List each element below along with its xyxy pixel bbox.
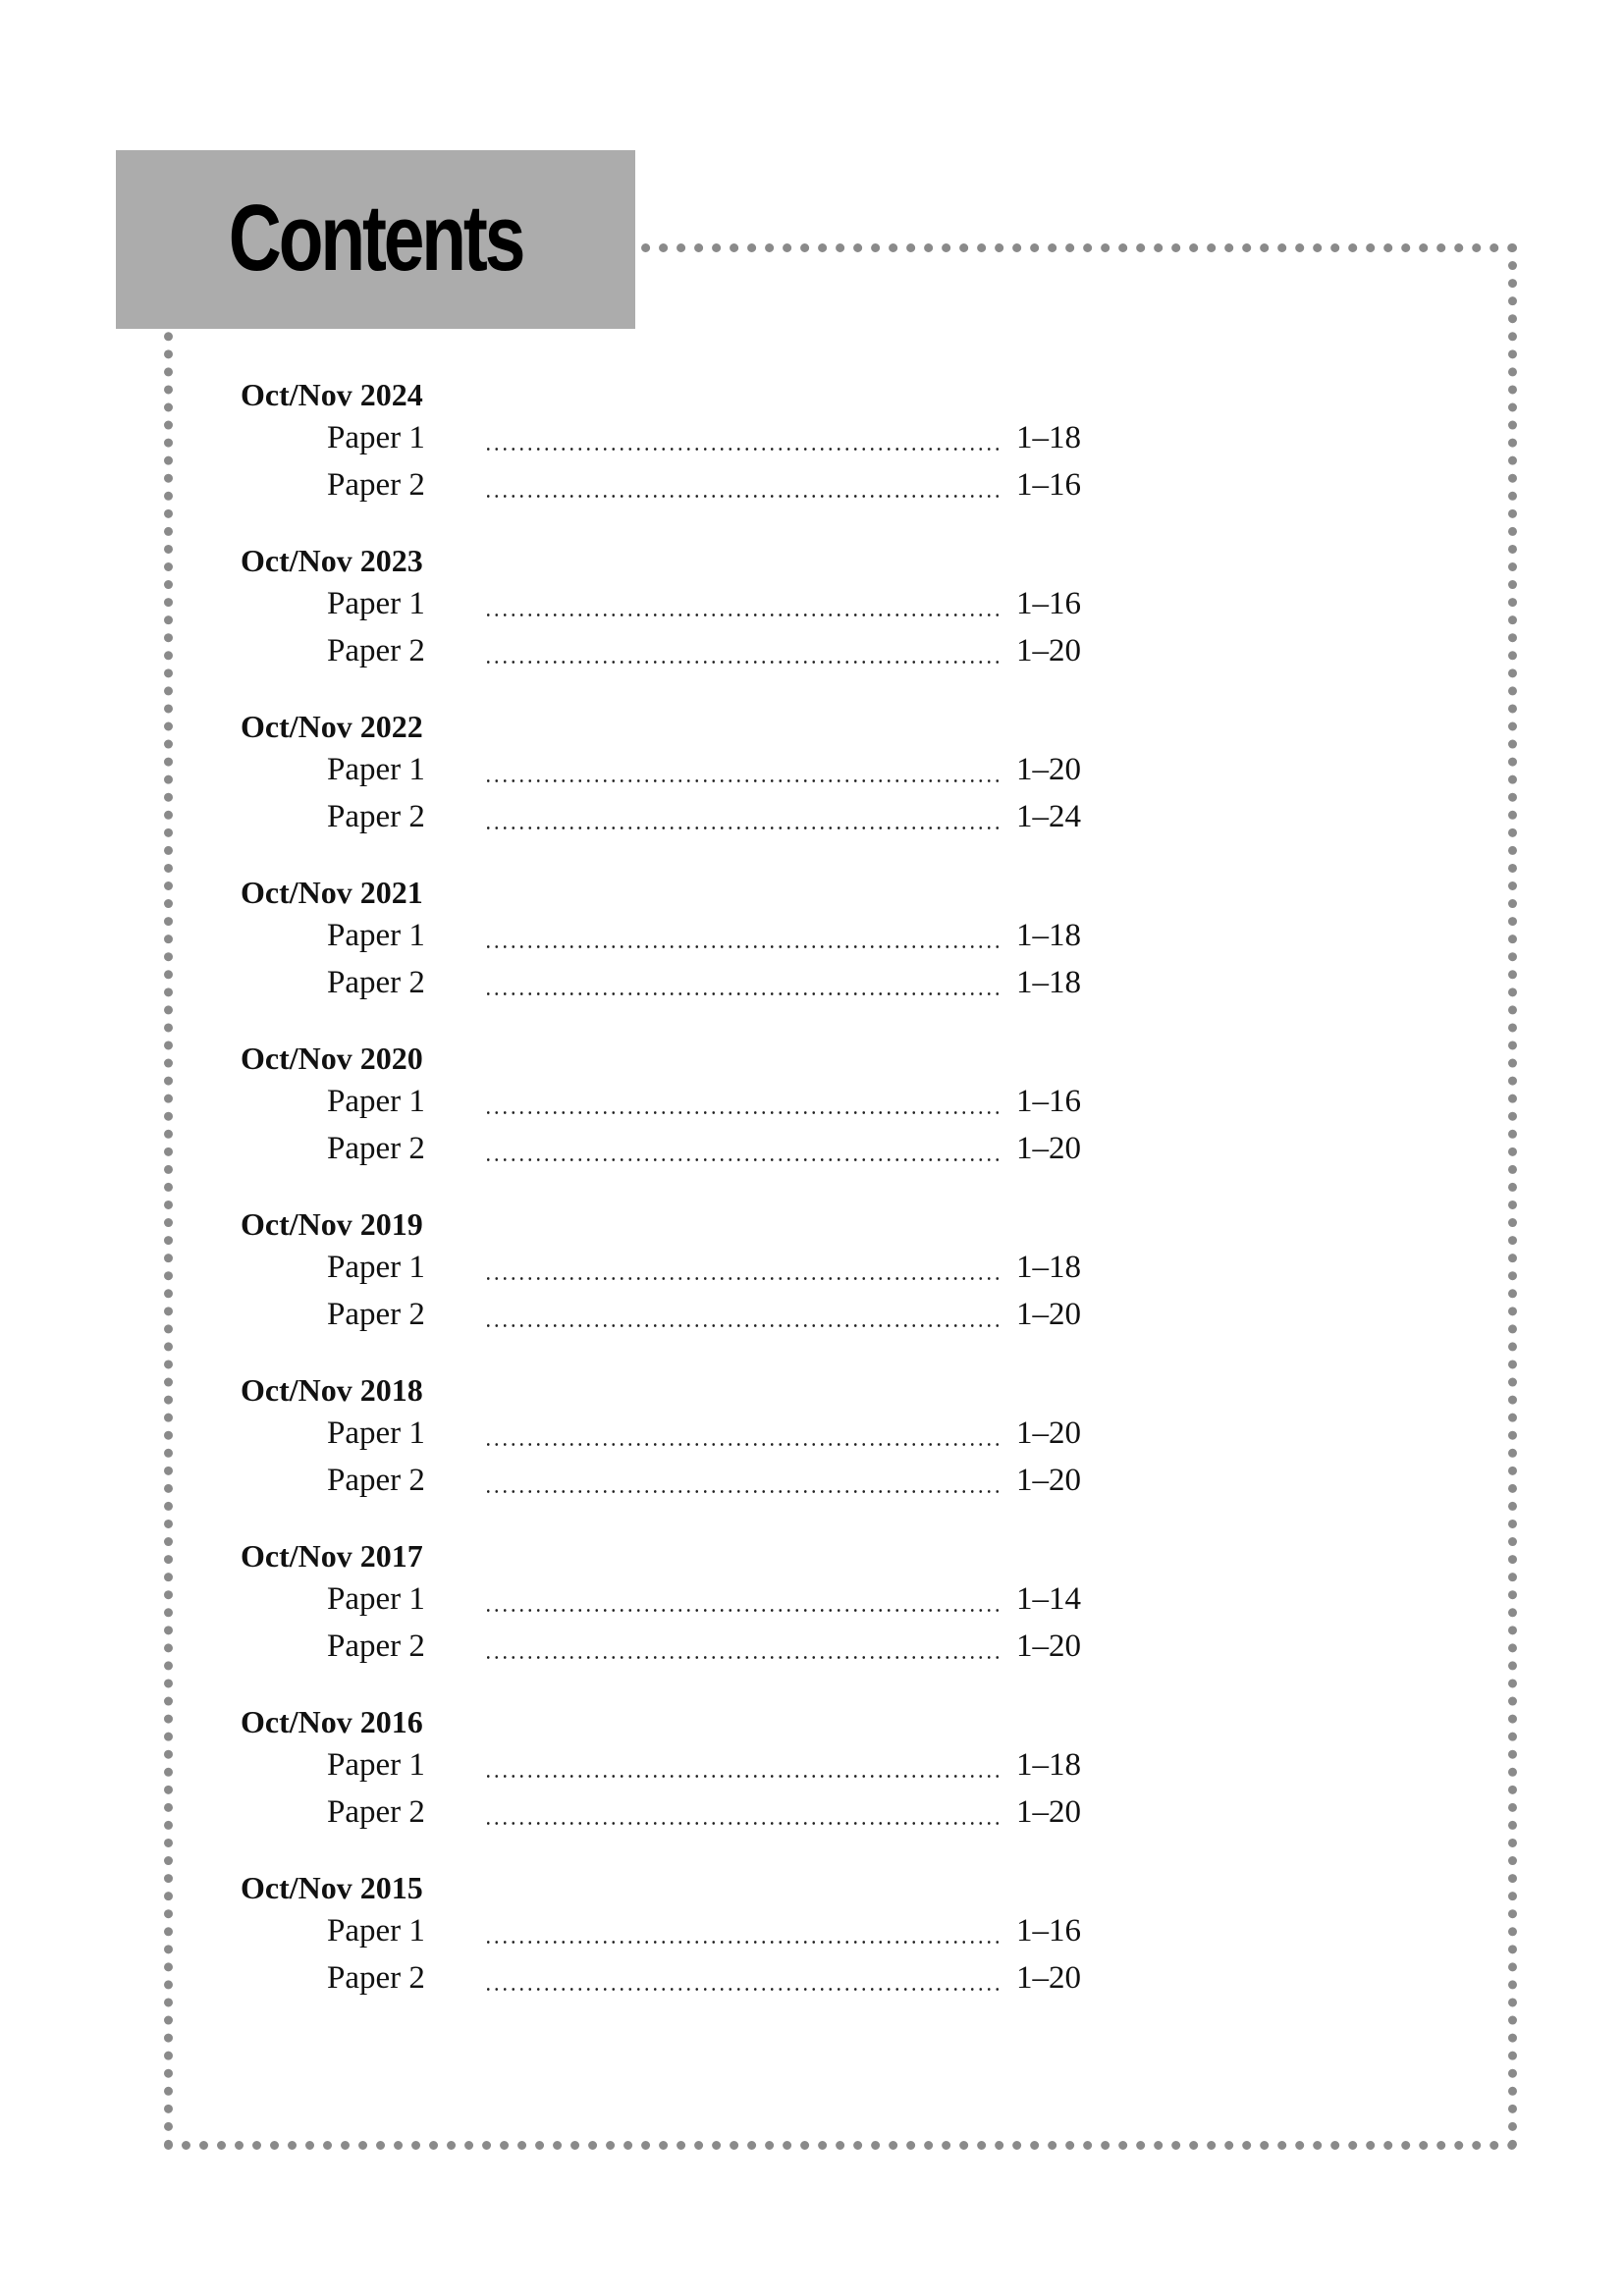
dot-leader [484,1324,1001,1327]
toc-section [241,1204,1360,1370]
toc-entry[interactable] [241,1789,1360,1836]
dot-leader [484,1277,1001,1280]
entry-label: Paper 2 [327,799,425,834]
entry-label: Paper 1 [327,420,425,455]
dot-leader [484,448,1001,451]
entry-label: Paper 2 [327,1131,425,1166]
toc-entry[interactable] [241,1954,1360,2002]
dot-leader [484,1988,1001,1991]
toc-entry[interactable] [241,580,1360,627]
dot-leader [484,827,1001,829]
section-year: Oct/Nov 2024 [241,377,423,412]
entry-pages: 1–18 [1016,918,1081,953]
entry-pages: 1–18 [1016,965,1081,1000]
entry-label: Paper 1 [327,1913,425,1949]
toc-section [241,1536,1360,1702]
entry-label: Paper 1 [327,1415,425,1451]
toc-section [241,541,1360,707]
entry-label: Paper 1 [327,1581,425,1617]
toc-entry[interactable] [241,746,1360,793]
toc-entry[interactable] [241,1457,1360,1504]
entry-label: Paper 2 [327,467,425,503]
entry-label: Paper 2 [327,1297,425,1332]
toc-entry[interactable] [241,1575,1360,1623]
entry-label: Paper 2 [327,1960,425,1996]
toc-entry[interactable] [241,1125,1360,1172]
entry-pages: 1–24 [1016,799,1081,834]
dot-leader [484,1775,1001,1778]
title-banner [116,150,635,329]
entry-label: Paper 2 [327,965,425,1000]
dot-leader [484,1443,1001,1446]
dot-leader [484,1941,1001,1944]
entry-pages: 1–16 [1016,586,1081,621]
dot-leader [484,1111,1001,1114]
toc-section [241,1702,1360,1868]
dot-leader [484,1609,1001,1612]
section-year: Oct/Nov 2022 [241,709,423,744]
section-year: Oct/Nov 2021 [241,875,423,910]
entry-pages: 1–20 [1016,752,1081,787]
entry-pages: 1–20 [1016,1463,1081,1498]
entry-pages: 1–20 [1016,1794,1081,1830]
dot-leader [484,779,1001,782]
toc-entry[interactable] [241,793,1360,840]
entry-pages: 1–20 [1016,1629,1081,1664]
toc-entry[interactable] [241,1291,1360,1338]
dot-leader [484,661,1001,664]
toc-section [241,1370,1360,1536]
entry-pages: 1–16 [1016,1084,1081,1119]
section-year: Oct/Nov 2015 [241,1870,423,1905]
entry-pages: 1–20 [1016,1415,1081,1451]
toc-section [241,873,1360,1039]
section-year: Oct/Nov 2019 [241,1206,423,1242]
section-year: Oct/Nov 2018 [241,1372,423,1408]
entry-pages: 1–18 [1016,420,1081,455]
entry-label: Paper 1 [327,1250,425,1285]
toc-entry[interactable] [241,627,1360,674]
toc-entry[interactable] [241,414,1360,461]
section-year: Oct/Nov 2017 [241,1538,423,1574]
entry-label: Paper 2 [327,1794,425,1830]
toc-entry[interactable] [241,461,1360,508]
toc-entry[interactable] [241,1244,1360,1291]
toc-section [241,707,1360,873]
toc-section [241,1039,1360,1204]
entry-label: Paper 1 [327,1084,425,1119]
section-year: Oct/Nov 2020 [241,1041,423,1076]
entry-pages: 1–20 [1016,1960,1081,1996]
entry-label: Paper 1 [327,1747,425,1783]
entry-label: Paper 2 [327,1629,425,1664]
dot-leader [484,1822,1001,1825]
entry-label: Paper 2 [327,633,425,668]
entry-label: Paper 1 [327,918,425,953]
table-of-contents [241,375,1360,2034]
section-year: Oct/Nov 2023 [241,543,423,578]
dot-leader [484,614,1001,616]
entry-pages: 1–18 [1016,1250,1081,1285]
toc-entry[interactable] [241,1623,1360,1670]
entry-label: Paper 1 [327,752,425,787]
entry-pages: 1–20 [1016,633,1081,668]
toc-section [241,375,1360,541]
entry-pages: 1–20 [1016,1297,1081,1332]
dot-leader [484,495,1001,498]
dot-leader [484,992,1001,995]
entry-pages: 1–16 [1016,1913,1081,1949]
entry-label: Paper 2 [327,1463,425,1498]
dot-leader [484,1490,1001,1493]
toc-entry[interactable] [241,912,1360,959]
toc-section [241,1868,1360,2034]
dot-leader [484,1656,1001,1659]
entry-pages: 1–20 [1016,1131,1081,1166]
section-year: Oct/Nov 2016 [241,1704,423,1739]
entry-pages: 1–18 [1016,1747,1081,1783]
toc-entry[interactable] [241,1741,1360,1789]
toc-entry[interactable] [241,1410,1360,1457]
toc-entry[interactable] [241,1078,1360,1125]
page-title: Contents [228,186,523,291]
dot-leader [484,1158,1001,1161]
dot-leader [484,945,1001,948]
entry-pages: 1–14 [1016,1581,1081,1617]
entry-pages: 1–16 [1016,467,1081,503]
toc-entry[interactable] [241,1907,1360,1954]
toc-entry[interactable] [241,959,1360,1006]
entry-label: Paper 1 [327,586,425,621]
